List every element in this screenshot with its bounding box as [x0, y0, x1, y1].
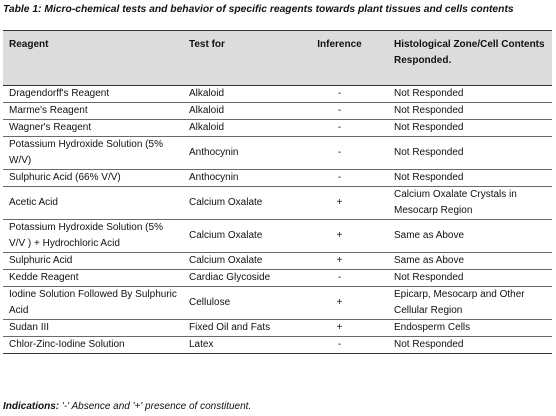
cell-zone: Same as Above [388, 220, 552, 253]
cell-test-for: Cellulose [183, 287, 291, 320]
cell-zone: Not Responded [388, 103, 552, 120]
cell-reagent: Sulphuric Acid (66% V/V) [3, 170, 183, 187]
cell-test-for: Fixed Oil and Fats [183, 320, 291, 337]
cell-zone: Not Responded [388, 170, 552, 187]
cell-zone: Not Responded [388, 120, 552, 137]
cell-reagent: Potassium Hydroxide Solution (5% V/V ) + Hydrochloric Acid [3, 220, 183, 253]
reagent-table [3, 30, 552, 354]
cell-zone: Not Responded [388, 137, 552, 170]
cell-test-for: Calcium Oxalate [183, 220, 291, 253]
table-row [3, 220, 552, 253]
cell-inference: + [291, 320, 388, 337]
cell-inference: - [291, 337, 388, 354]
cell-zone: Epicarp, Mesocarp and Other Cellular Region [388, 287, 552, 320]
table-row [3, 270, 552, 287]
cell-test-for: Alkaloid [183, 103, 291, 120]
table-caption: Table 1: Micro-chemical tests and behavior of specific reagents towards plant tissues and cells contents [3, 4, 514, 15]
cell-test-for: Latex [183, 337, 291, 354]
cell-inference: - [291, 86, 388, 103]
cell-test-for: Anthocynin [183, 137, 291, 170]
cell-reagent: Kedde Reagent [3, 270, 183, 287]
table-row [3, 86, 552, 103]
cell-inference: + [291, 253, 388, 270]
cell-reagent: Dragendorff's Reagent [3, 86, 183, 103]
cell-zone: Not Responded [388, 270, 552, 287]
cell-zone: Not Responded [388, 337, 552, 354]
table-header-row [3, 31, 552, 86]
indications-note [3, 401, 251, 412]
cell-zone: Endosperm Cells [388, 320, 552, 337]
table-row [3, 337, 552, 354]
table-row [3, 103, 552, 120]
cell-inference: - [291, 120, 388, 137]
cell-reagent: Iodine Solution Followed By Sulphuric Acid [3, 287, 183, 320]
cell-reagent: Marme's Reagent [3, 103, 183, 120]
indications-label: Indications: [3, 401, 60, 412]
table-row [3, 253, 552, 270]
cell-reagent: Acetic Acid [3, 187, 183, 220]
indications-text: '-' Absence and '+' presence of constituent. [59, 401, 252, 412]
header-histological-zone: Histological Zone/Cell Contents Responded. [388, 31, 552, 86]
header-test-for: Test for [183, 31, 291, 86]
cell-inference: - [291, 137, 388, 170]
cell-inference: + [291, 187, 388, 220]
cell-test-for: Cardiac Glycoside [183, 270, 291, 287]
cell-inference: - [291, 170, 388, 187]
table-row [3, 120, 552, 137]
cell-reagent: Sulphuric Acid [3, 253, 183, 270]
cell-inference: - [291, 103, 388, 120]
cell-zone: Not Responded [388, 86, 552, 103]
cell-test-for: Alkaloid [183, 120, 291, 137]
cell-test-for: Alkaloid [183, 86, 291, 103]
cell-test-for: Anthocynin [183, 170, 291, 187]
cell-inference: + [291, 287, 388, 320]
cell-zone: Same as Above [388, 253, 552, 270]
table-row [3, 137, 552, 170]
table-row [3, 287, 552, 320]
cell-inference: + [291, 220, 388, 253]
cell-reagent: Chlor-Zinc-Iodine Solution [3, 337, 183, 354]
cell-reagent: Sudan III [3, 320, 183, 337]
cell-reagent: Potassium Hydroxide Solution (5% W/V) [3, 137, 183, 170]
cell-reagent: Wagner's Reagent [3, 120, 183, 137]
cell-test-for: Calcium Oxalate [183, 187, 291, 220]
cell-test-for: Calcium Oxalate [183, 253, 291, 270]
cell-inference: - [291, 270, 388, 287]
cell-zone: Calcium Oxalate Crystals in Mesocarp Region [388, 187, 552, 220]
table-row [3, 320, 552, 337]
table-row [3, 170, 552, 187]
header-reagent: Reagent [3, 31, 183, 86]
header-inference: Inference [291, 31, 388, 86]
table-row [3, 187, 552, 220]
